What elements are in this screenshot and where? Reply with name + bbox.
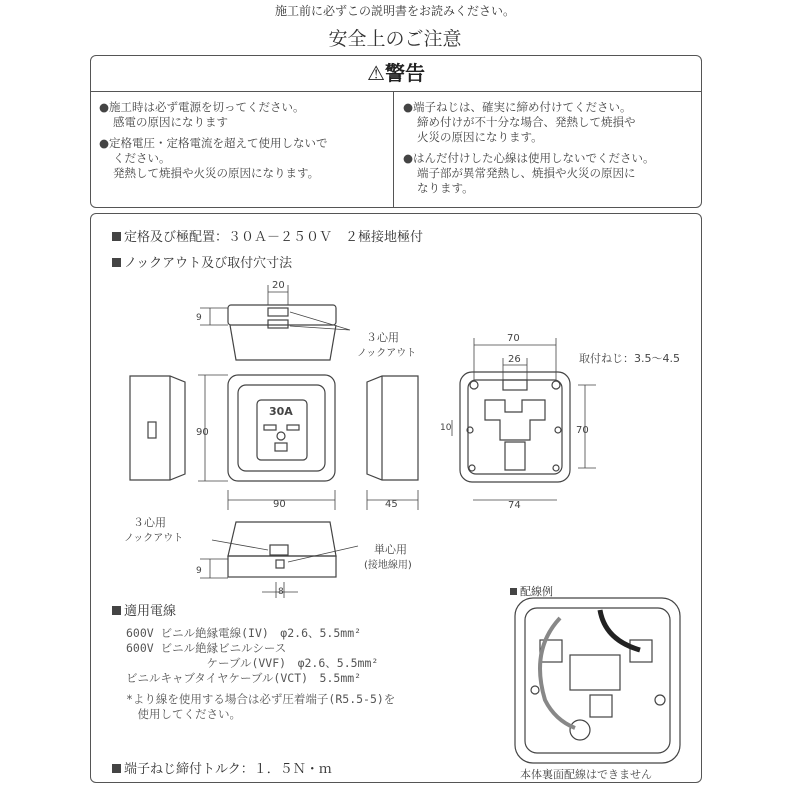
wiring-example-title: 配線例 <box>510 583 553 599</box>
dim-label: 9 <box>196 313 202 323</box>
right-side-view <box>367 376 418 510</box>
rating-line: 定格及び極配置：３０Ａ－２５０Ｖ ２極接地極付 <box>112 226 423 245</box>
page-title: 安全上のご注意 <box>328 28 462 50</box>
three-core-label: ３心用 <box>133 516 166 529</box>
knockout-label: ノックアウト <box>124 533 184 544</box>
dim-label: 26 <box>508 354 521 365</box>
three-core-label: ３心用 <box>366 331 399 344</box>
ground-label: (接地線用) <box>364 560 412 571</box>
wiring-example-diagram <box>515 598 680 763</box>
dim-label: 70 <box>576 425 589 436</box>
left-side-view <box>130 376 185 480</box>
wiring-note: 本体裏面配線はできません <box>520 768 652 781</box>
single-core-label: 単心用 <box>374 543 407 556</box>
warning-heading: 警告 <box>384 61 425 85</box>
front-view <box>198 375 335 510</box>
read-instructions-note: 施工前に必ずこの説明書をお読みください。 <box>274 4 515 18</box>
dim-label: 70 <box>507 333 520 344</box>
dim-label: 90 <box>273 499 286 510</box>
top-view <box>200 285 350 360</box>
knockout-title: ノックアウト及び取付穴寸法 <box>112 252 292 271</box>
back-view <box>452 338 596 500</box>
warning-item: ●端子ねじは、確実に締め付けてください。 締め付けが不十分な場合、発熱して焼損や 火災の原因になります。 <box>403 100 636 144</box>
warning-item: ●はんだ付けした心線は使用しないでください。 端子部が異常発熱し、焼損や火災の原因に なります。 <box>403 151 655 195</box>
rating-face-label: 30A <box>269 405 293 418</box>
dim-label: 9 <box>196 566 202 576</box>
wire-list <box>126 626 395 722</box>
dim-label: 10 <box>440 423 452 433</box>
wire-note: *より線を使用する場合は必ず圧着端子(R5.5-5)を <box>126 692 396 706</box>
torque-spec: 端子ねじ締付トルク：１．５Ｎ・ｍ <box>112 758 332 777</box>
warning-item: ●施工時は必ず電源を切ってください。 感電の原因になります <box>99 100 305 129</box>
dim-label: 8 <box>278 587 284 597</box>
dim-label: 20 <box>272 280 285 291</box>
wire-item: ケーブル(VVF) φ2.6、5.5mm² <box>126 656 379 670</box>
warning-item: ●定格電圧・定格電流を超えて使用しないで ください。 発熱して焼損や火災の原因になります。 <box>99 136 328 180</box>
wires-title: 適用電線 <box>112 600 176 619</box>
wire-item: 600V ビニル絶縁電線(IV) φ2.6、5.5mm² <box>126 626 362 640</box>
dim-label: 45 <box>385 499 398 510</box>
dim-label: 74 <box>508 500 521 511</box>
wire-note: 使用してください。 <box>126 707 241 721</box>
dim-label: 90 <box>196 427 209 438</box>
mounting-screw-label: 取付ねじ：3.5～4.5 <box>579 352 680 365</box>
warning-triangle-icon: ⚠ <box>367 61 385 85</box>
wire-item: 600V ビニル絶縁ビニルシース <box>126 641 287 655</box>
wire-item: ビニルキャブタイヤケーブル(VCT) 5.5mm² <box>126 671 362 685</box>
knockout-label: ノックアウト <box>357 348 417 359</box>
